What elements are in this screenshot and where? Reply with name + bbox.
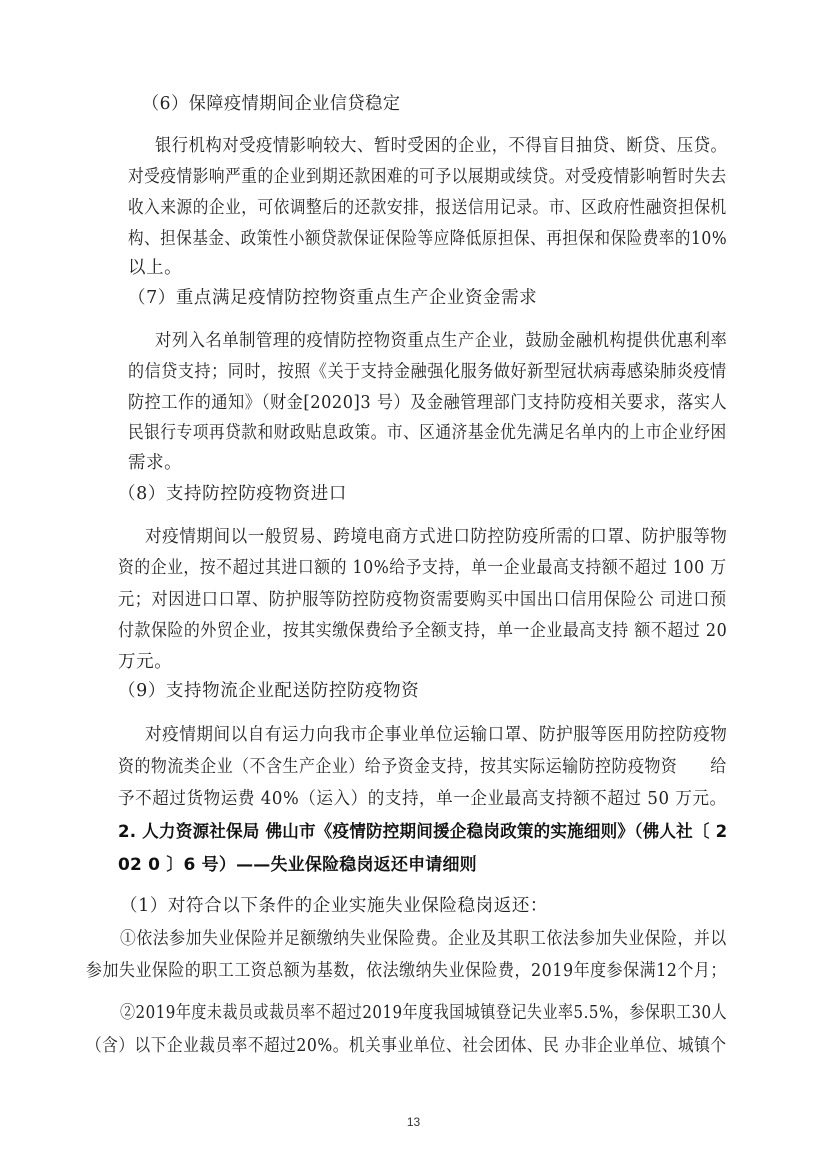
text-line: 资的物流类企业（不含生产企业）给予资金支持，按其实际运输防控防疫物资 给: [118, 757, 727, 777]
text-line: 予不超过货物运费 40%（运入）的支持，单一企业最高支持额不超过 50 万元。: [118, 789, 727, 809]
text-line: （1）对符合以下条件的企业实施失业保险稳岗返还：: [120, 896, 549, 916]
text-line: 付款保险的外贸企业，按其实缴保费给予全额支持，单一企业最高支持 额不超过 20: [118, 621, 728, 641]
text-line: 需求。: [128, 453, 183, 473]
text-line: 对列入名单制管理的疫情防控物资重点生产企业，鼓励金融机构提供优惠利率: [155, 331, 728, 351]
text-line: （含）以下企业裁员率不超过20%。机关事业单位、社会团体、民 办非企业单位、城镇个: [86, 1036, 727, 1056]
text-line: 参加失业保险的职工工资总额为基数，依法缴纳失业保险费，2019年度参保满12个月；: [86, 961, 727, 981]
text-line: （8）支持防控防疫物资进口: [118, 484, 347, 504]
text-line: ②2019年度未裁员或裁员率不超过2019年度我国城镇登记失业率5.5%，参保职工30人: [120, 1003, 728, 1023]
text-line: 对疫情期间以自有运力向我市企事业单位运输口罩、防护服等医用防控防疫物: [145, 725, 728, 745]
section-heading-line: 2. 人力资源社保局 佛山市《疫情防控期间援企稳岗政策的实施细则》（佛人社〔 2: [118, 822, 728, 842]
text-line: （9）支持物流企业配送防控防疫物资: [118, 681, 420, 701]
page-number: 13: [406, 1115, 421, 1129]
text-line: 元；对因进口口罩、防护服等防控防疫物资需要购买中国出口信用保险公 司进口预: [118, 590, 727, 610]
text-line: 以上。: [128, 258, 183, 278]
text-line: 资的企业，按不超过其进口额的 10%给予支持，单一企业最高支持额不超过 100 万: [118, 558, 727, 578]
text-line: 万元。: [118, 652, 173, 672]
text-line: 构、担保基金、政策性小额贷款保证保险等应降低原担保、再担保和保险费率的10%: [128, 229, 728, 249]
text-line: 民银行专项再贷款和财政贴息政策。市、区通济基金优先满足名单内的上市企业纾困: [128, 423, 727, 443]
text-line: 银行机构对受疫情影响较大、暂时受困的企业，不得盲目抽贷、断贷、压贷。: [155, 136, 728, 156]
text-line: 的信贷支持；同时，按照《关于支持金融强化服务做好新型冠状病毒感染肺炎疫情: [128, 362, 727, 382]
text-line: （7）重点满足疫情防控物资重点生产企业资金需求: [128, 288, 538, 308]
text-line: 收入来源的企业，可依调整后的还款安排，报送信用记录。市、区政府性融资担保机: [128, 198, 727, 218]
text-line: 防控工作的通知》（财金[2020]3 号）及金融管理部门支持防疫相关要求，落实人: [128, 393, 728, 413]
text-line: ①依法参加失业保险并足额缴纳失业保险费。企业及其职工依法参加失业保险，并以: [120, 929, 727, 949]
text-line: （6）保障疫情期间企业信贷稳定: [142, 94, 401, 114]
text-line: 对疫情期间以一般贸易、跨境电商方式进口防控防疫所需的口罩、防护服等物: [145, 527, 728, 547]
text-line: 对受疫情影响严重的企业到期还款困难的可予以展期或续贷。对受疫情影响暂时失去: [128, 167, 727, 187]
section-heading-line: 02 0 〕6 号）——失业保险稳岗返还申请细则: [118, 855, 477, 875]
